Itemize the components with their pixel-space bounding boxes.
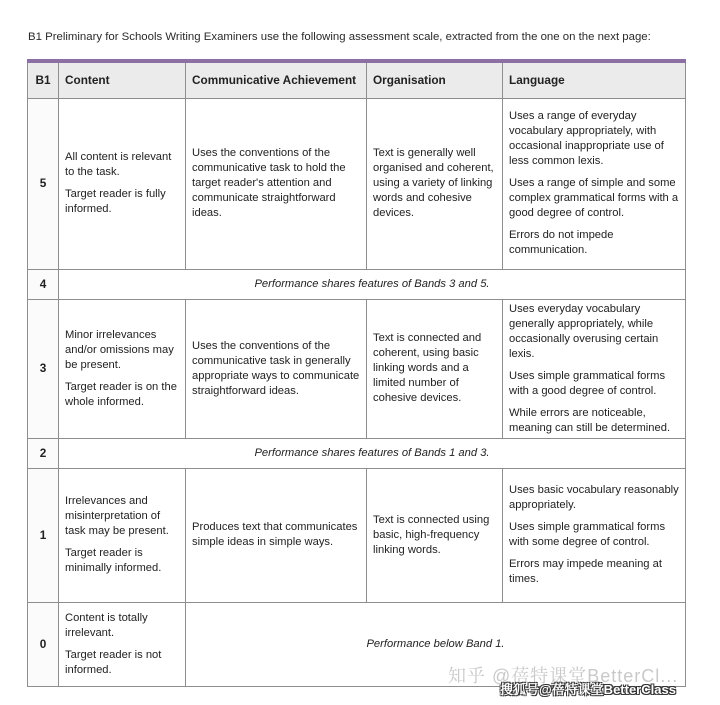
sohu-watermark: 搜狐号@蓓特课堂BetterClass — [500, 682, 676, 697]
descriptor: Uses everyday vocabulary generally appropriately, while occasionally overusing certain lexis. — [509, 302, 659, 360]
band-number: 1 — [28, 468, 59, 602]
communicative-cell — [186, 468, 367, 602]
organisation-cell — [367, 299, 503, 438]
header-organisation: Organisation — [367, 61, 503, 98]
organisation-cell — [367, 98, 503, 269]
descriptor: Uses basic vocabulary reasonably appropriately. — [509, 484, 679, 511]
descriptor: Errors may impede meaning at times. — [509, 558, 662, 585]
content-cell — [59, 602, 186, 686]
descriptor: Errors do not impede communication. — [509, 229, 614, 256]
descriptor: Irrelevances and misinterpretation of task may be present. — [65, 495, 169, 537]
content-cell — [59, 98, 186, 269]
band-4-row — [28, 269, 686, 299]
descriptor: Content is totally irrelevant. — [65, 611, 148, 639]
band-number: 4 — [28, 269, 59, 299]
header-band: B1 — [28, 61, 59, 98]
header-content: Content — [59, 61, 186, 98]
descriptor: Target reader is not informed. — [65, 648, 162, 676]
descriptor: Uses the conventions of the communicative task to hold the target reader's attention and communicate straightforward ideas. — [192, 147, 346, 219]
descriptor: Text is generally well organised and coherent, using a variety of linking words and cohesive devices. — [373, 147, 494, 219]
descriptor: Uses simple grammatical forms with some degree of control. — [509, 521, 666, 548]
content-cell — [59, 299, 186, 438]
descriptor: Minor irrelevances and/or omissions may be present. — [65, 328, 174, 371]
descriptor: Uses a range of simple and some complex grammatical forms with a good degree of control. — [509, 177, 679, 219]
communicative-cell — [186, 98, 367, 269]
band-3-row — [28, 299, 686, 438]
shared-features-cell: Performance below Band 1. — [186, 602, 686, 686]
shared-features-cell: Performance shares features of Bands 1 and 3. — [59, 438, 686, 468]
band-number: 3 — [28, 299, 59, 438]
descriptor: Uses the conventions of the communicative task in generally appropriate ways to communicate straightforward ideas. — [192, 339, 360, 397]
band-number: 0 — [28, 602, 59, 686]
assessment-scale-table — [27, 59, 686, 687]
band-number: 2 — [28, 438, 59, 468]
content-cell — [59, 468, 186, 602]
intro-text: B1 Preliminary for Schools Writing Examiners use the following assessment scale, extracted from the one on the next page: — [28, 31, 651, 43]
header-communicative: Communicative Achievement — [186, 61, 367, 98]
header-language: Language — [503, 61, 686, 98]
organisation-cell — [367, 468, 503, 602]
language-cell — [503, 299, 686, 438]
descriptor: All content is relevant to the task. — [65, 151, 172, 178]
header-row — [28, 61, 686, 98]
band-1-row — [28, 468, 686, 602]
language-cell — [503, 98, 686, 269]
descriptor: Uses a range of everyday vocabulary appropriately, with occasional inappropriate use of less common lexis. — [509, 110, 664, 167]
descriptor: Target reader is minimally informed. — [65, 547, 162, 574]
zhihu-watermark: 知乎 @蓓特课堂BetterCl... — [448, 666, 679, 686]
band-number: 5 — [28, 98, 59, 269]
language-cell — [503, 468, 686, 602]
band-2-row — [28, 438, 686, 468]
shared-features-cell: Performance shares features of Bands 3 and 5. — [59, 269, 686, 299]
band-5-row — [28, 98, 686, 269]
descriptor: Produces text that communicates simple ideas in simple ways. — [192, 521, 358, 548]
descriptor: Target reader is fully informed. — [65, 188, 166, 215]
descriptor: While errors are noticeable, meaning can still be determined. — [509, 406, 671, 434]
descriptor: Uses simple grammatical forms with a good degree of control. — [509, 369, 666, 397]
descriptor: Text is connected and coherent, using basic linking words and a limited number of cohesive devices. — [373, 332, 482, 404]
descriptor: Target reader is on the whole informed. — [65, 380, 177, 408]
descriptor: Text is connected using basic, high-frequency linking words. — [373, 513, 490, 556]
communicative-cell — [186, 299, 367, 438]
